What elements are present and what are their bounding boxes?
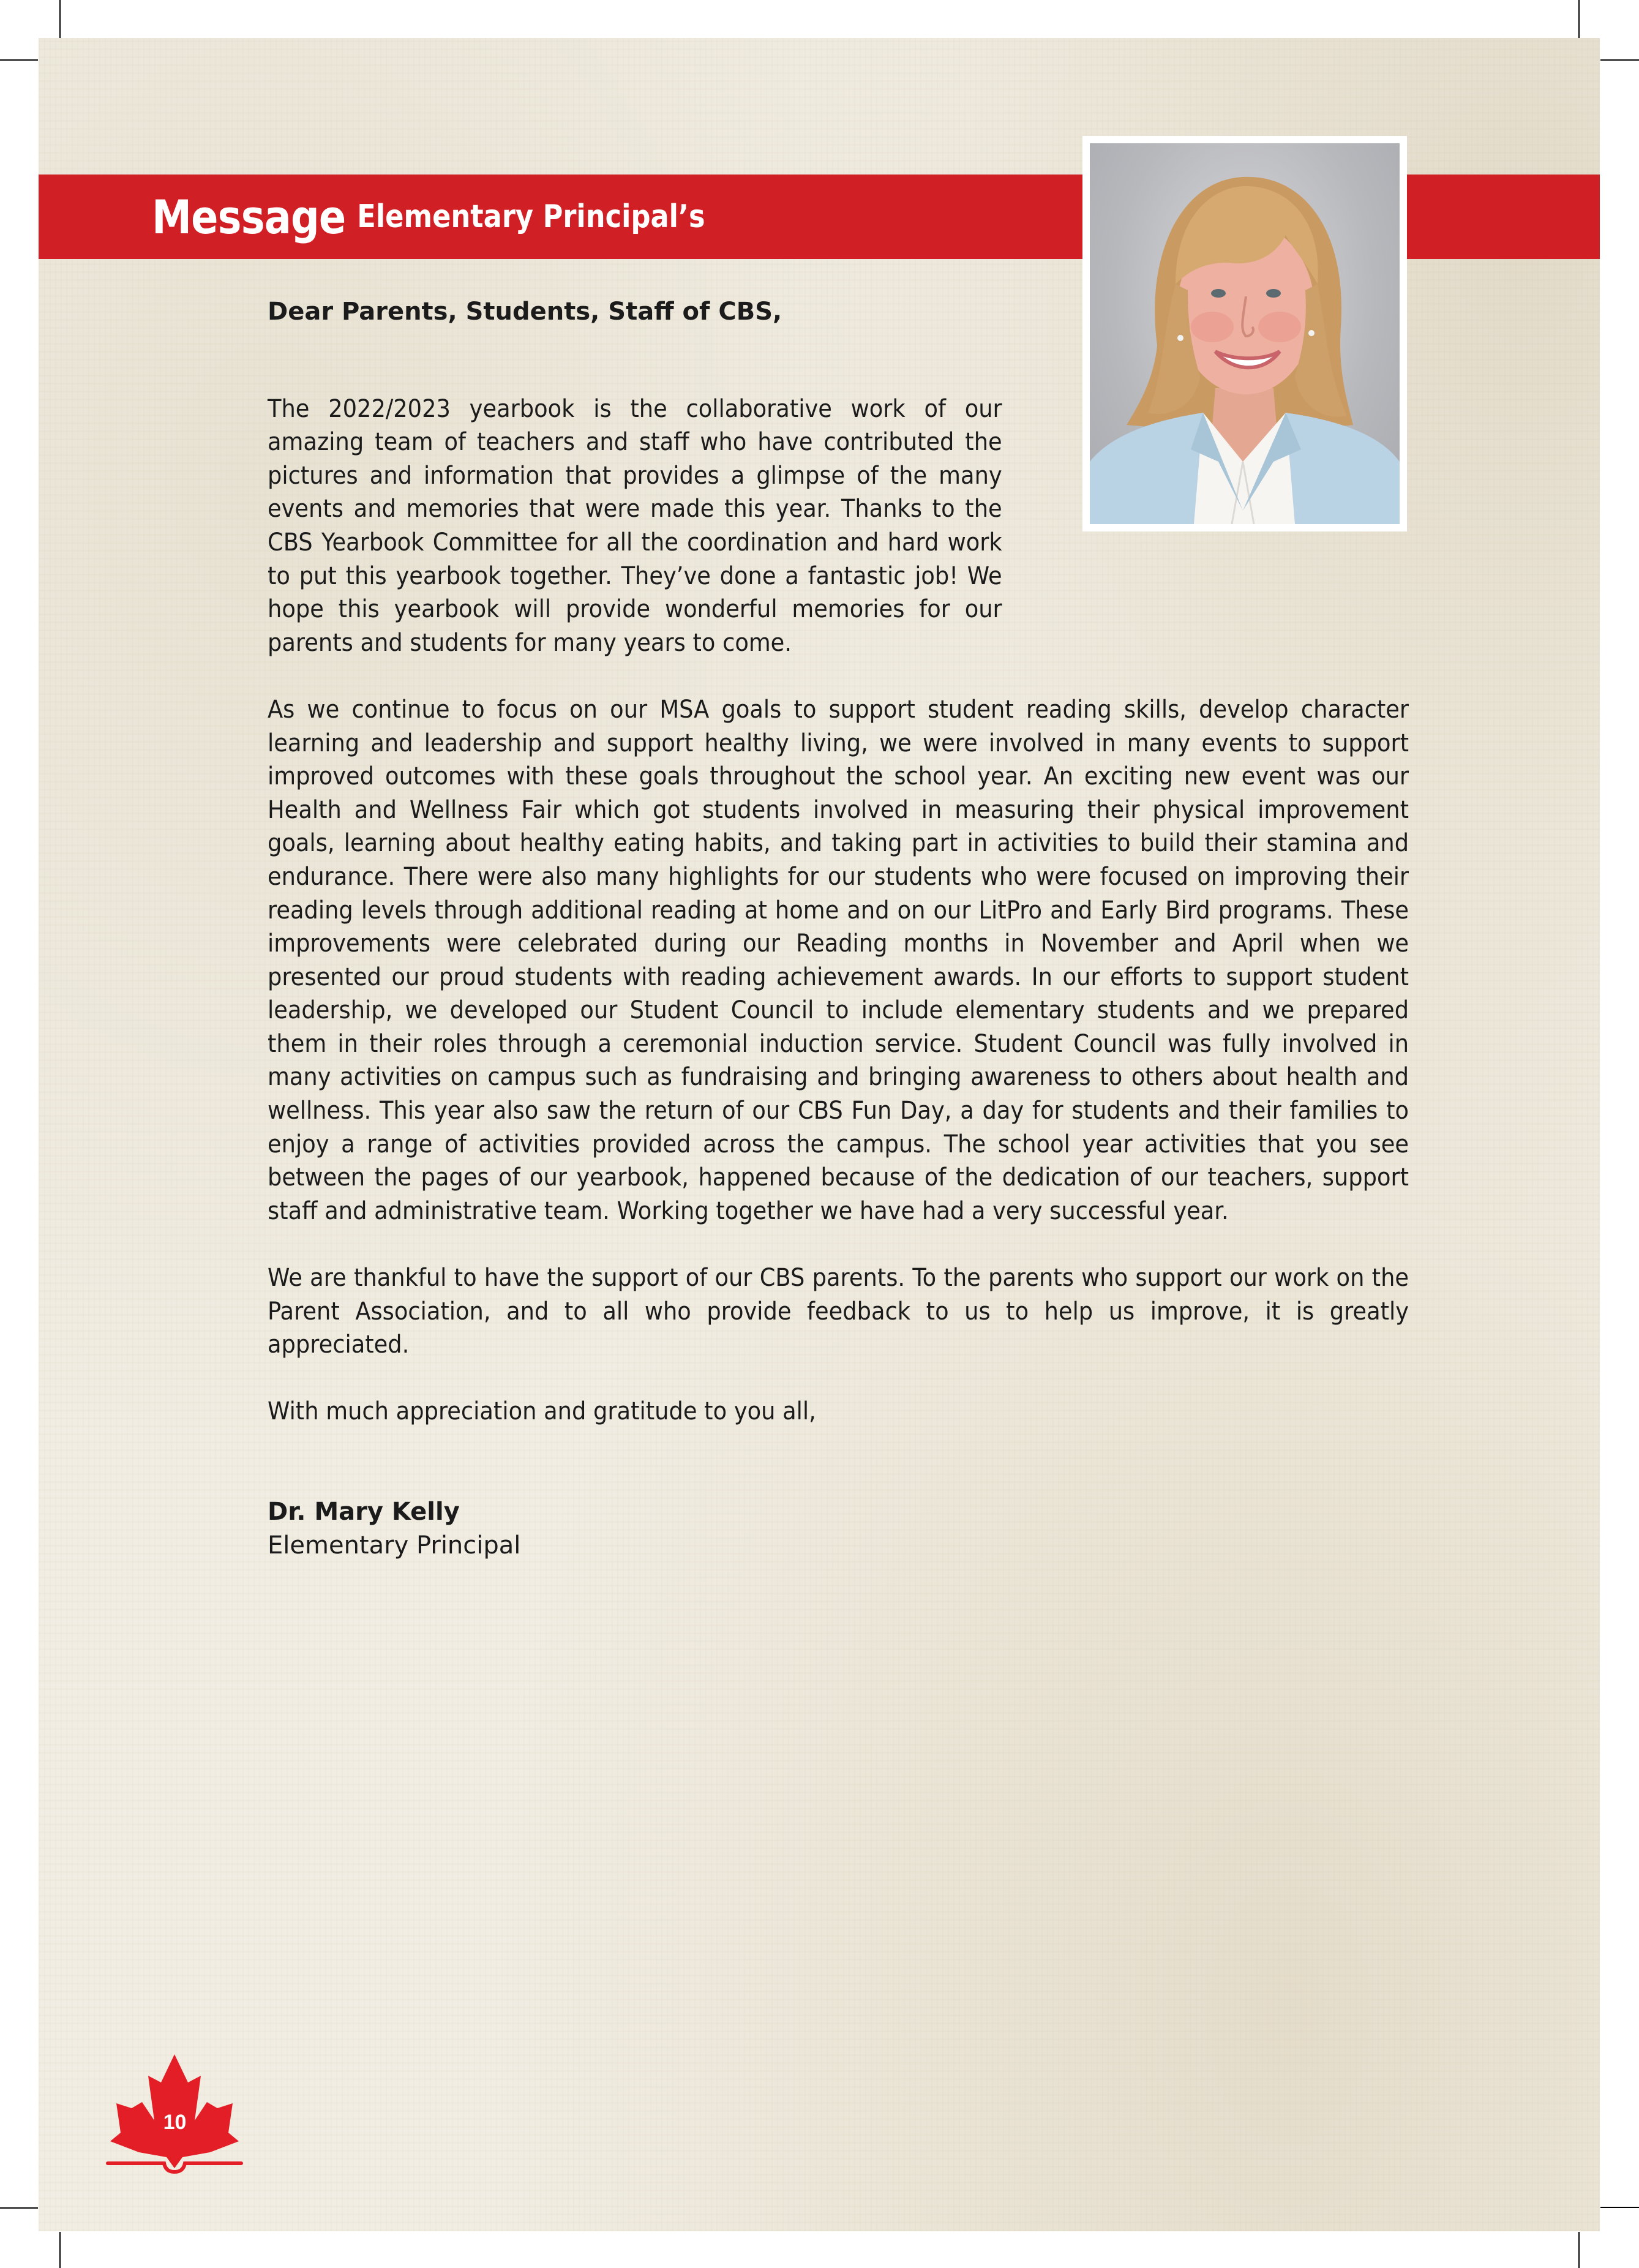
- yearbook-page: [39, 38, 1600, 2231]
- signature-title: Elementary Principal: [268, 1531, 521, 1560]
- crop-mark: [1600, 59, 1639, 61]
- letter-paragraph: We are thankful to have the support of our CBS parents. To the parents who support our work on the Parent Association, and to all who provide feedback to us to help us improve, it is greatly appreciated.: [268, 1264, 1409, 1359]
- letter-greeting: Dear Parents, Students, Staff of CBS,: [268, 298, 782, 326]
- signature-name: Dr. Mary Kelly: [268, 1498, 460, 1526]
- title-sub: Elementary Principal’s: [357, 198, 705, 235]
- page-title: [152, 175, 705, 259]
- crop-mark: [1578, 0, 1580, 38]
- crop-mark: [59, 0, 61, 38]
- crop-mark: [0, 2207, 38, 2209]
- page-number-logo: [97, 2054, 253, 2177]
- crop-mark: [1578, 2232, 1580, 2268]
- title-main: Message: [152, 189, 346, 244]
- crop-mark: [0, 59, 38, 61]
- letter-closing: With much appreciation and gratitude to you all,: [268, 1397, 816, 1426]
- letter-body: [268, 295, 1409, 1562]
- letter-paragraph: The 2022/2023 yearbook is the collaborative work of our amazing team of teachers and staff who have contributed the pictures and information that provides a glimpse of the many events and memories that were made this year. Thanks to the CBS Yearbook Committee for all the coordination and hard work to put this yearbook together. They’ve done a fantastic job! We hope this yearbook will provide wonderful memories for our parents and students for many years to come.: [268, 394, 1002, 657]
- crop-mark: [59, 2232, 61, 2268]
- crop-mark: [1600, 2207, 1639, 2208]
- letter-paragraph: As we continue to focus on our MSA goals to support student reading skills, develop character learning and leadership and support healthy living, we were involved in many events to support improved outcomes with these goals throughout the school year. An exciting new event was our Health and Wellness Fair which got students involved in measuring their physical improvement goals, learning about healthy eating habits, and taking part in activities to build their stamina and endurance. There were also many highlights for our students who were focused on improving their reading levels through additional reading at home and on our LitPro and Early Bird programs. These improvements were celebrated during our Reading months in November and April when we presented our proud students with reading achievement awards. In our efforts to support student leadership, we developed our Student Council to include elementary students and we prepared them in their roles through a ceremonial induction service. Student Council was fully involved in many activities on campus such as fundraising and bringing awareness to others about health and wellness. This year also saw the return of our CBS Fun Day, a day for students and their families to enjoy a range of activities provided across the campus. The school year activities that you see between the pages of our yearbook, happened because of the dedication of our teachers, support staff and administrative team. Working together we have had a very successful year.: [268, 695, 1409, 1225]
- page-number: 10: [163, 2111, 187, 2134]
